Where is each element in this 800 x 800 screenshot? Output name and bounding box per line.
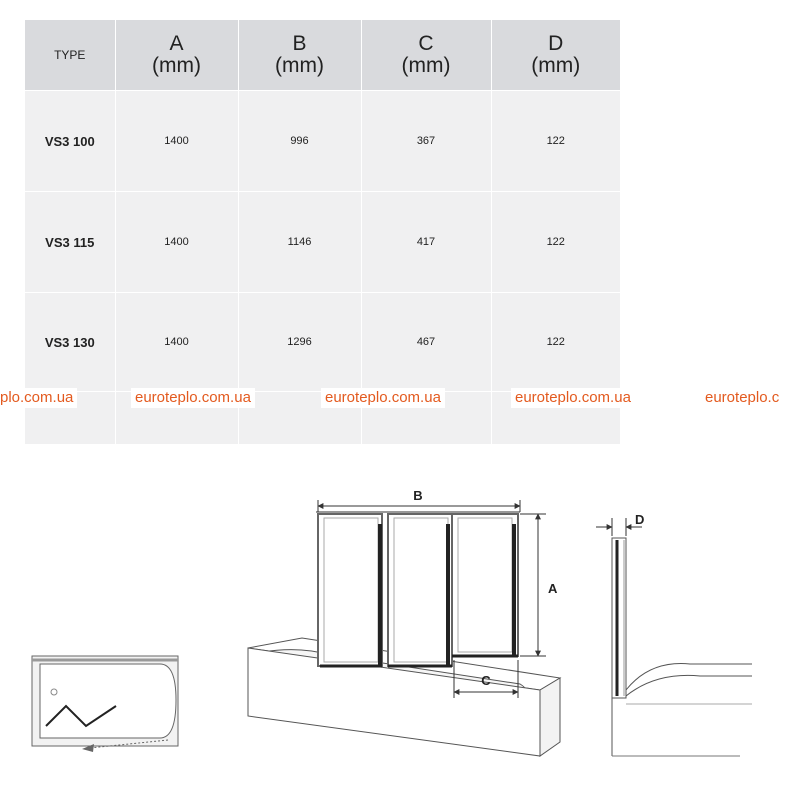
cell-b: 1146 — [238, 192, 361, 293]
cell-a: 1400 — [115, 91, 238, 192]
cell-b: 996 — [238, 91, 361, 192]
cell-a: 1400 — [115, 293, 238, 392]
cell-a: 1400 — [115, 192, 238, 293]
header-type: TYPE — [25, 20, 115, 91]
watermark-text: plo.com.ua — [0, 388, 77, 408]
header-b: B (mm) — [238, 20, 361, 91]
cell-c: 467 — [361, 293, 491, 392]
table-header-row — [25, 20, 620, 91]
spec-table — [25, 20, 620, 444]
label-a: A — [548, 581, 558, 596]
cell-c: 367 — [361, 91, 491, 192]
folding-screen — [316, 512, 520, 666]
cell-type: VS3 130 — [25, 293, 115, 392]
watermark-text: euroteplo.com.ua — [321, 388, 445, 408]
header-a: A (mm) — [115, 20, 238, 91]
watermark-row — [0, 388, 800, 410]
table-row — [25, 192, 620, 293]
cell-d: 122 — [491, 293, 620, 392]
installation-diagram — [0, 440, 800, 800]
header-d: D (mm) — [491, 20, 620, 91]
cell-b: 1296 — [238, 293, 361, 392]
table-row — [25, 91, 620, 192]
watermark-text: euroteplo.com.ua — [511, 388, 635, 408]
cell-d: 122 — [491, 192, 620, 293]
dimension-a — [520, 514, 546, 656]
cell-c: 417 — [361, 192, 491, 293]
watermark-text: euroteplo.c — [701, 388, 783, 408]
table-row — [25, 293, 620, 392]
bathtub-top-view — [32, 656, 178, 746]
label-b: B — [413, 488, 423, 503]
label-d: D — [635, 512, 645, 527]
watermark-text: euroteplo.com.ua — [131, 388, 255, 408]
label-c: C — [481, 673, 491, 688]
cell-d: 122 — [491, 91, 620, 192]
side-view — [612, 538, 752, 756]
cell-type: VS3 100 — [25, 91, 115, 192]
header-c: C (mm) — [361, 20, 491, 91]
cell-type: VS3 115 — [25, 192, 115, 293]
